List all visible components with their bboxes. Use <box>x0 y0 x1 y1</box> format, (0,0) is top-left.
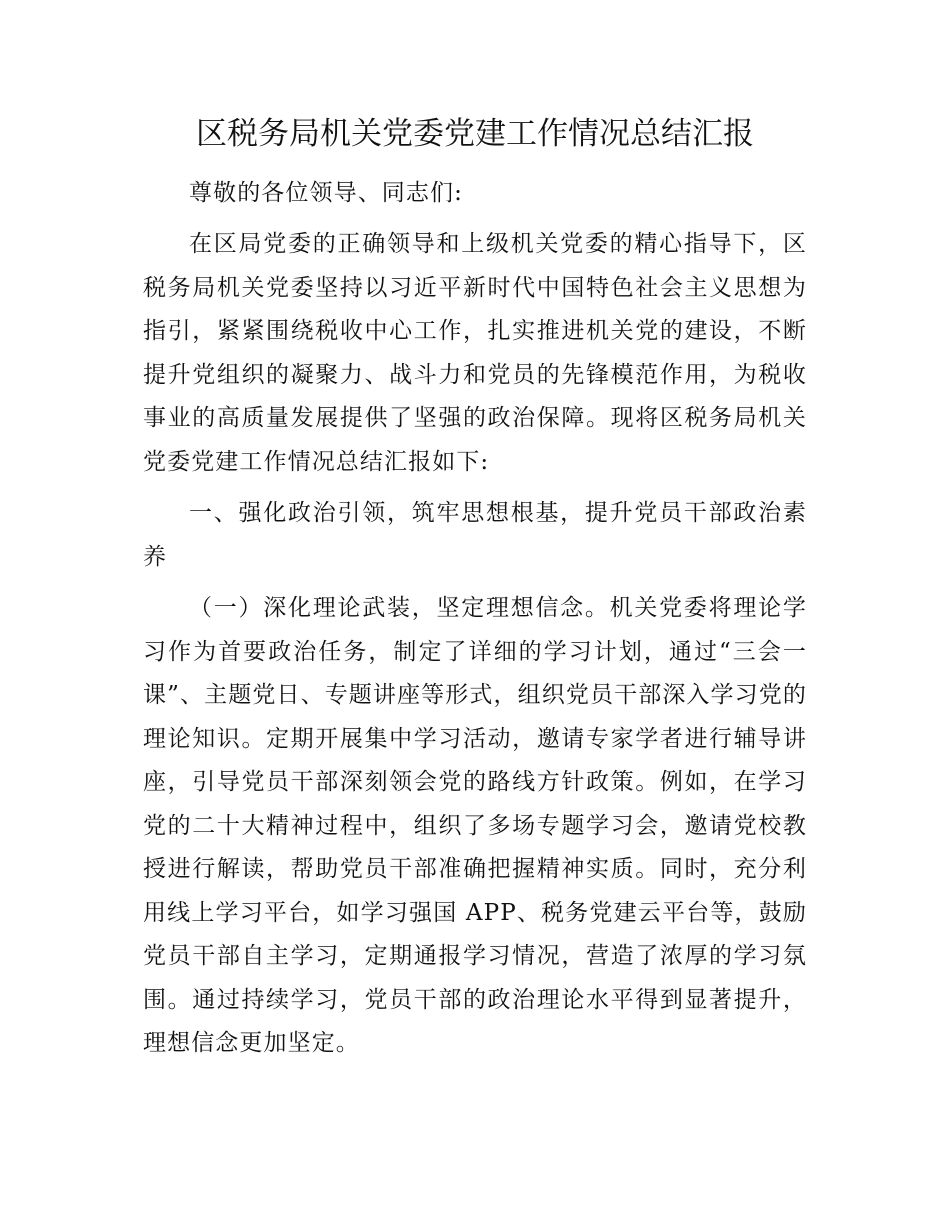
document-title: 区税务局机关党委党建工作情况总结汇报 <box>196 116 754 152</box>
intro-paragraph: 在区局党委的正确领导和上级机关党委的精心指导下，区税务局机关党委坚持以习近平新时代中国特色社会主义思想为指引，紧紧围绕税收中心工作，扎实推进机关党的建设，不断提升党组织的凝聚力、战斗力和党员的先锋模范作用，为税收事业的高质量发展提供了坚强的政治保障。现将区税务局机关党委党建工作情况总结汇报如下: <box>143 231 807 475</box>
section-heading-1: 一、强化政治引领，筑牢思想根基，提升党员干部政治素养 <box>143 500 807 570</box>
subsection-paragraph-1: （一）深化理论武装，坚定理想信念。机关党委将理论学习作为首要政治任务，制定了详细的学习计划，通过“三会一课”、主题党日、专题讲座等形式，组织党员干部深入学习党的理论知识。定期开展集中学习活动，邀请专家学者进行辅导讲座，引导党员干部深刻领会党的路线方针政策。例如，在学习党的二十大精神过程中，组织了多场专题学习会，邀请党校教授进行解读，帮助党员干部准确把握精神实质。同时，充分利用线上学习平台，如学习强国 APP、税务党建云平台等，鼓励党员干部自主学习，定期通报学习情况，营造了浓厚的学习氛围。通过持续学习，党员干部的政治理论水平得到显著提升，理想信念更加坚定。 <box>143 595 807 1056</box>
salutation: 尊敬的各位领导、同志们: <box>189 180 463 206</box>
